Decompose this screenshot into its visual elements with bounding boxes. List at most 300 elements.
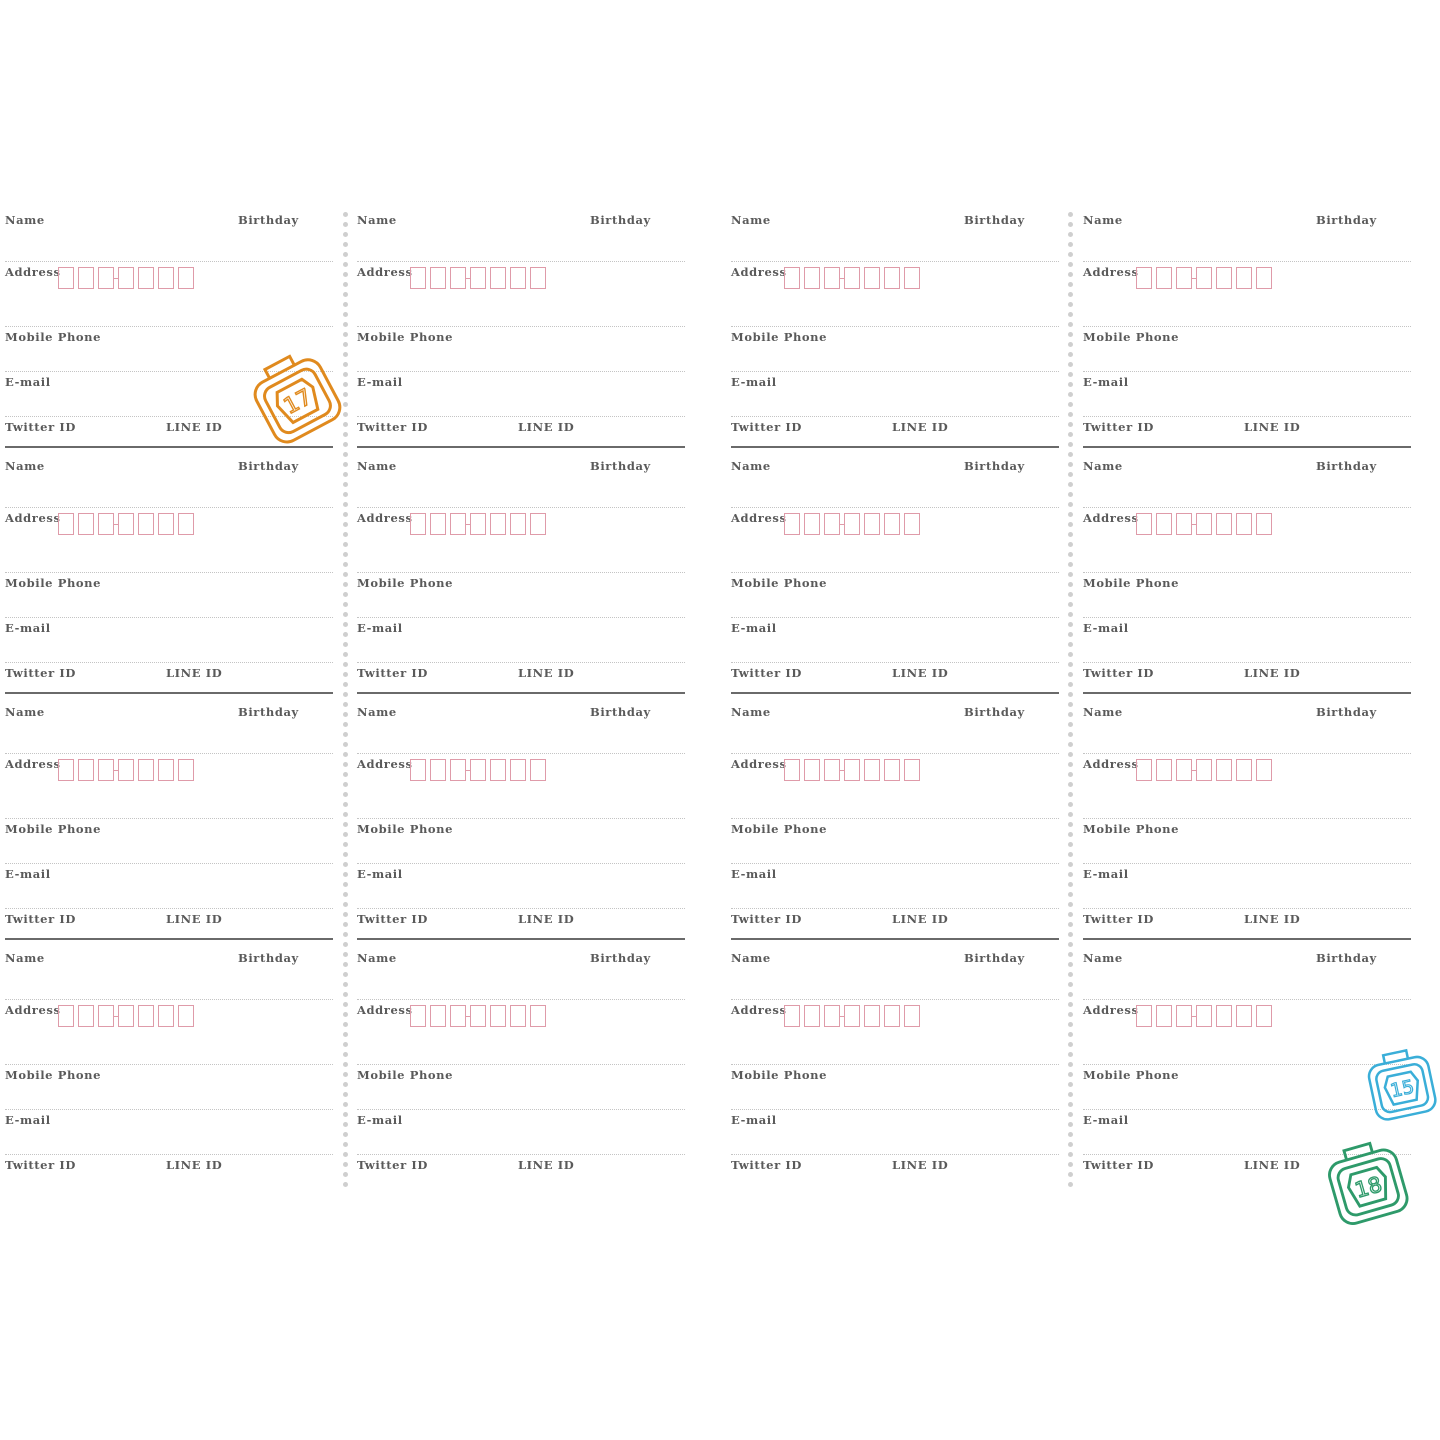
blue-number-15-badge (1360, 1036, 1440, 1132)
binding-dot (343, 722, 348, 727)
postal-code-box[interactable] (1136, 267, 1152, 289)
binding-dot (343, 952, 348, 957)
postal-code-box[interactable] (470, 759, 486, 781)
dotted-writing-line (357, 507, 685, 508)
dotted-writing-line (731, 416, 1059, 417)
binding-dot (343, 1162, 348, 1167)
binding-dot (343, 762, 348, 767)
binding-dot (1068, 832, 1073, 837)
postal-code-box[interactable] (884, 267, 900, 289)
address-label: Address (1083, 1003, 1139, 1017)
postal-code-box[interactable] (490, 759, 506, 781)
dotted-writing-line (357, 1109, 685, 1110)
dotted-writing-line (731, 1064, 1059, 1065)
birthday-label: Birthday (238, 951, 299, 965)
postal-code-boxes[interactable] (58, 267, 198, 289)
postal-code-box[interactable] (824, 513, 840, 535)
postal-code-box[interactable] (1176, 513, 1192, 535)
binding-dot (343, 542, 348, 547)
mobile-phone-label: Mobile Phone (5, 822, 102, 836)
postal-code-box[interactable] (804, 1005, 820, 1027)
binding-dot (343, 882, 348, 887)
line-id-label: LINE ID (166, 420, 223, 434)
postal-code-box[interactable] (78, 759, 94, 781)
twitter-id-label: Twitter ID (357, 666, 428, 680)
binding-dot (1068, 742, 1073, 747)
postal-code-boxes[interactable] (410, 267, 550, 289)
binding-dot (343, 962, 348, 967)
postal-code-box[interactable] (178, 759, 194, 781)
postal-code-box[interactable] (884, 513, 900, 535)
binding-dot (343, 1132, 348, 1137)
postal-code-box[interactable] (784, 759, 800, 781)
contact-card (357, 938, 685, 1184)
binding-dot (1068, 1162, 1073, 1167)
postal-code-boxes[interactable] (784, 1005, 924, 1027)
twitter-id-label: Twitter ID (357, 1158, 428, 1172)
postal-code-box[interactable] (530, 267, 546, 289)
postal-code-box[interactable] (98, 513, 114, 535)
binding-dot (1068, 472, 1073, 477)
binding-dot (343, 942, 348, 947)
address-label: Address (1083, 757, 1139, 771)
postal-code-box[interactable] (884, 759, 900, 781)
binding-dot (343, 702, 348, 707)
line-id-label: LINE ID (892, 1158, 949, 1172)
binding-dot (1068, 932, 1073, 937)
binding-dot (1068, 432, 1073, 437)
email-label: E-mail (357, 1113, 403, 1127)
birthday-label: Birthday (238, 705, 299, 719)
postal-code-box[interactable] (1236, 267, 1252, 289)
birthday-label: Birthday (590, 459, 651, 473)
binding-dot (343, 1062, 348, 1067)
postal-code-box[interactable] (430, 267, 446, 289)
postal-code-box[interactable] (904, 1005, 920, 1027)
postal-code-box[interactable] (430, 1005, 446, 1027)
binding-dot (1068, 732, 1073, 737)
postal-code-box[interactable] (844, 513, 860, 535)
postal-code-box[interactable] (490, 1005, 506, 1027)
postal-code-box[interactable] (430, 513, 446, 535)
binding-dot (1068, 562, 1073, 567)
postal-code-box[interactable] (510, 759, 526, 781)
binding-dot (1068, 492, 1073, 497)
birthday-label: Birthday (1316, 459, 1377, 473)
binding-dot (1068, 942, 1073, 947)
binding-dot (1068, 652, 1073, 657)
dotted-writing-line (731, 662, 1059, 663)
postal-code-box[interactable] (804, 759, 820, 781)
binding-dot (1068, 222, 1073, 227)
binding-dot (343, 1112, 348, 1117)
dotted-writing-line (5, 572, 333, 573)
binding-dot (1068, 682, 1073, 687)
postal-code-box[interactable] (98, 1005, 114, 1027)
mobile-phone-label: Mobile Phone (731, 330, 828, 344)
name-label: Name (731, 213, 771, 227)
binding-dot (343, 552, 348, 557)
binding-dot (1068, 622, 1073, 627)
dotted-writing-line (357, 753, 685, 754)
postal-code-box[interactable] (804, 267, 820, 289)
binding-dot (343, 1092, 348, 1097)
address-label: Address (357, 1003, 413, 1017)
dotted-writing-line (357, 1154, 685, 1155)
mobile-phone-label: Mobile Phone (731, 822, 828, 836)
postal-code-box[interactable] (1236, 1005, 1252, 1027)
birthday-label: Birthday (1316, 705, 1377, 719)
binding-dot (1068, 282, 1073, 287)
binding-dot (343, 322, 348, 327)
postal-code-box[interactable] (884, 1005, 900, 1027)
postal-code-box[interactable] (784, 513, 800, 535)
postal-code-box[interactable] (78, 267, 94, 289)
postal-code-box[interactable] (410, 1005, 426, 1027)
postal-code-boxes[interactable] (1136, 267, 1276, 289)
binding-dot (343, 502, 348, 507)
postal-code-box[interactable] (118, 1005, 134, 1027)
postal-code-box[interactable] (410, 759, 426, 781)
dotted-writing-line (731, 507, 1059, 508)
dotted-writing-line (357, 617, 685, 618)
dotted-writing-line (731, 999, 1059, 1000)
postal-code-box[interactable] (410, 513, 426, 535)
postal-code-box[interactable] (784, 267, 800, 289)
dotted-writing-line (731, 908, 1059, 909)
postal-code-box[interactable] (1216, 513, 1232, 535)
postal-code-boxes[interactable] (58, 1005, 198, 1027)
contact-card (5, 446, 333, 692)
postal-code-box[interactable] (1196, 1005, 1212, 1027)
postal-code-box[interactable] (824, 759, 840, 781)
postal-code-boxes[interactable] (784, 759, 924, 781)
address-label: Address (731, 265, 787, 279)
postal-code-boxes[interactable] (1136, 759, 1276, 781)
postal-code-box[interactable] (58, 513, 74, 535)
postal-code-box[interactable] (824, 1005, 840, 1027)
birthday-label: Birthday (1316, 213, 1377, 227)
postal-code-box[interactable] (1196, 513, 1212, 535)
postal-code-box[interactable] (510, 1005, 526, 1027)
dotted-writing-line (357, 416, 685, 417)
line-id-label: LINE ID (166, 912, 223, 926)
birthday-label: Birthday (590, 705, 651, 719)
binding-dot (1068, 312, 1073, 317)
dotted-writing-line (5, 261, 333, 262)
dotted-writing-line (1083, 507, 1411, 508)
postal-code-box[interactable] (784, 1005, 800, 1027)
binding-dot (343, 482, 348, 487)
postal-code-boxes[interactable] (410, 759, 550, 781)
email-label: E-mail (1083, 1113, 1129, 1127)
birthday-label: Birthday (238, 459, 299, 473)
binding-dot (1068, 1082, 1073, 1087)
name-label: Name (5, 951, 45, 965)
postal-code-box[interactable] (1196, 267, 1212, 289)
postal-code-boxes[interactable] (1136, 1005, 1276, 1027)
binding-dot (1068, 462, 1073, 467)
postal-code-box[interactable] (78, 1005, 94, 1027)
postal-code-box[interactable] (530, 1005, 546, 1027)
binding-dot (1068, 592, 1073, 597)
postal-code-box[interactable] (1156, 267, 1172, 289)
binding-dot (1068, 1172, 1073, 1177)
binding-dot (1068, 582, 1073, 587)
address-label: Address (5, 511, 61, 525)
postal-code-box[interactable] (98, 267, 114, 289)
binding-dot (343, 1102, 348, 1107)
postal-code-box[interactable] (118, 759, 134, 781)
postal-code-box[interactable] (138, 267, 154, 289)
binding-dot (1068, 442, 1073, 447)
binding-dot (343, 782, 348, 787)
binding-dot (1068, 722, 1073, 727)
postal-code-box[interactable] (904, 267, 920, 289)
address-column-3 (731, 200, 1059, 1184)
postal-code-box[interactable] (450, 267, 466, 289)
schoolbag-icon (243, 346, 351, 446)
postal-code-boxes[interactable] (784, 513, 924, 535)
binding-dot (343, 772, 348, 777)
mobile-phone-label: Mobile Phone (731, 576, 828, 590)
postal-code-box[interactable] (864, 1005, 880, 1027)
line-id-label: LINE ID (518, 912, 575, 926)
line-id-label: LINE ID (518, 1158, 575, 1172)
postal-code-box[interactable] (138, 513, 154, 535)
postal-code-box[interactable] (844, 267, 860, 289)
binding-dot (343, 1032, 348, 1037)
binding-dot (343, 582, 348, 587)
binding-dot (1068, 1102, 1073, 1107)
postal-code-box[interactable] (1256, 1005, 1272, 1027)
postal-code-box[interactable] (844, 759, 860, 781)
mobile-phone-label: Mobile Phone (5, 576, 102, 590)
postal-code-box[interactable] (844, 1005, 860, 1027)
line-id-label: LINE ID (1244, 912, 1301, 926)
postal-code-box[interactable] (98, 759, 114, 781)
postal-code-box[interactable] (1136, 1005, 1152, 1027)
binding-dot (343, 1182, 348, 1187)
birthday-label: Birthday (964, 459, 1025, 473)
binding-dot (343, 642, 348, 647)
dotted-writing-line (5, 617, 333, 618)
binding-dot (343, 862, 348, 867)
postal-code-box[interactable] (1136, 759, 1152, 781)
binding-dot (1068, 662, 1073, 667)
postal-code-box[interactable] (58, 759, 74, 781)
postal-code-box[interactable] (824, 267, 840, 289)
binding-dot (1068, 812, 1073, 817)
binding-dot (1068, 332, 1073, 337)
binding-dot (343, 472, 348, 477)
postal-code-box[interactable] (470, 1005, 486, 1027)
postal-code-box[interactable] (1136, 513, 1152, 535)
binding-dot (343, 652, 348, 657)
dotted-writing-line (5, 1154, 333, 1155)
email-label: E-mail (357, 621, 403, 635)
name-label: Name (1083, 459, 1123, 473)
postal-code-box[interactable] (1256, 267, 1272, 289)
postal-code-box[interactable] (864, 513, 880, 535)
binding-dot (343, 312, 348, 317)
postal-code-box[interactable] (178, 1005, 194, 1027)
postal-code-box[interactable] (490, 513, 506, 535)
postal-code-box[interactable] (470, 513, 486, 535)
binding-dot (1068, 572, 1073, 577)
postal-code-box[interactable] (58, 1005, 74, 1027)
postal-code-box[interactable] (490, 267, 506, 289)
binding-dot (1068, 632, 1073, 637)
line-id-label: LINE ID (892, 666, 949, 680)
binding-dot (1068, 1002, 1073, 1007)
postal-code-box[interactable] (1176, 267, 1192, 289)
twitter-id-label: Twitter ID (5, 912, 76, 926)
postal-code-boxes[interactable] (1136, 513, 1276, 535)
postal-code-box[interactable] (58, 267, 74, 289)
address-label: Address (1083, 265, 1139, 279)
mobile-phone-label: Mobile Phone (357, 822, 454, 836)
postal-code-box[interactable] (1216, 759, 1232, 781)
postal-code-box[interactable] (78, 513, 94, 535)
dotted-writing-line (357, 999, 685, 1000)
binding-dot (1068, 972, 1073, 977)
binding-dot (1068, 982, 1073, 987)
postal-code-box[interactable] (510, 513, 526, 535)
birthday-label: Birthday (964, 951, 1025, 965)
postal-code-box[interactable] (904, 513, 920, 535)
dotted-writing-line (5, 1064, 333, 1065)
binding-dot (1068, 502, 1073, 507)
postal-code-box[interactable] (410, 267, 426, 289)
postal-code-box[interactable] (118, 513, 134, 535)
postal-code-box[interactable] (904, 759, 920, 781)
binding-dot (343, 992, 348, 997)
postal-code-box[interactable] (470, 267, 486, 289)
postal-code-boxes[interactable] (58, 759, 198, 781)
postal-code-box[interactable] (1216, 267, 1232, 289)
postal-code-box[interactable] (1256, 513, 1272, 535)
postal-code-box[interactable] (450, 1005, 466, 1027)
binding-dot (1068, 642, 1073, 647)
line-id-label: LINE ID (166, 666, 223, 680)
address-label: Address (731, 1003, 787, 1017)
postal-code-box[interactable] (1156, 1005, 1172, 1027)
postal-code-box[interactable] (138, 759, 154, 781)
postal-code-box[interactable] (1176, 759, 1192, 781)
dotted-writing-line (731, 1154, 1059, 1155)
binding-dot (1068, 952, 1073, 957)
postal-code-box[interactable] (138, 1005, 154, 1027)
name-label: Name (357, 459, 397, 473)
postal-code-box[interactable] (1196, 759, 1212, 781)
binding-dot (1068, 422, 1073, 427)
name-label: Name (731, 459, 771, 473)
postal-code-box[interactable] (450, 513, 466, 535)
binding-dot (1068, 712, 1073, 717)
postal-code-box[interactable] (450, 759, 466, 781)
line-id-label: LINE ID (1244, 666, 1301, 680)
postal-code-box[interactable] (178, 267, 194, 289)
postal-code-boxes[interactable] (58, 513, 198, 535)
binding-dot (343, 1172, 348, 1177)
binding-dot (1068, 1122, 1073, 1127)
postal-code-box[interactable] (530, 759, 546, 781)
mobile-phone-label: Mobile Phone (731, 1068, 828, 1082)
contact-card (731, 938, 1059, 1184)
mobile-phone-label: Mobile Phone (1083, 330, 1180, 344)
binding-dot (1068, 252, 1073, 257)
binding-dot (1068, 802, 1073, 807)
binding-dot (1068, 272, 1073, 277)
dotted-writing-line (1083, 863, 1411, 864)
dotted-writing-line (357, 863, 685, 864)
postal-code-box[interactable] (1236, 759, 1252, 781)
postal-code-box[interactable] (1256, 759, 1272, 781)
binding-dot (343, 522, 348, 527)
contact-card (731, 200, 1059, 446)
postal-code-box[interactable] (158, 267, 174, 289)
birthday-label: Birthday (590, 951, 651, 965)
postal-code-boxes[interactable] (410, 513, 550, 535)
binding-dot (1068, 602, 1073, 607)
postal-code-box[interactable] (804, 513, 820, 535)
binding-dot (343, 682, 348, 687)
postal-code-box[interactable] (158, 759, 174, 781)
address-label: Address (357, 265, 413, 279)
twitter-id-label: Twitter ID (731, 420, 802, 434)
binding-dot (343, 1002, 348, 1007)
postal-code-box[interactable] (1176, 1005, 1192, 1027)
twitter-id-label: Twitter ID (731, 666, 802, 680)
postal-code-box[interactable] (1156, 759, 1172, 781)
postal-code-box[interactable] (158, 1005, 174, 1027)
postal-code-box[interactable] (1156, 513, 1172, 535)
postal-code-box[interactable] (178, 513, 194, 535)
postal-code-boxes[interactable] (784, 267, 924, 289)
address-label: Address (5, 757, 61, 771)
twitter-id-label: Twitter ID (1083, 420, 1154, 434)
twitter-id-label: Twitter ID (5, 666, 76, 680)
binding-dot (343, 1142, 348, 1147)
postal-code-box[interactable] (510, 267, 526, 289)
binding-dot (343, 1042, 348, 1047)
postal-code-box[interactable] (118, 267, 134, 289)
dotted-writing-line (731, 261, 1059, 262)
postal-code-boxes[interactable] (410, 1005, 550, 1027)
postal-code-box[interactable] (530, 513, 546, 535)
postal-code-box[interactable] (1236, 513, 1252, 535)
binding-dot (343, 602, 348, 607)
postal-code-box[interactable] (430, 759, 446, 781)
email-label: E-mail (5, 621, 51, 635)
twitter-id-label: Twitter ID (1083, 1158, 1154, 1172)
mobile-phone-label: Mobile Phone (1083, 822, 1180, 836)
name-label: Name (5, 213, 45, 227)
binding-dot (1068, 1092, 1073, 1097)
name-label: Name (731, 951, 771, 965)
binding-dot (1068, 912, 1073, 917)
postal-code-box[interactable] (158, 513, 174, 535)
postal-code-box[interactable] (864, 267, 880, 289)
binding-dot (343, 622, 348, 627)
postal-code-box[interactable] (1216, 1005, 1232, 1027)
binding-dot (1068, 852, 1073, 857)
binding-dot (1068, 412, 1073, 417)
postal-code-box[interactable] (864, 759, 880, 781)
address-label: Address (5, 1003, 61, 1017)
dotted-writing-line (731, 753, 1059, 754)
